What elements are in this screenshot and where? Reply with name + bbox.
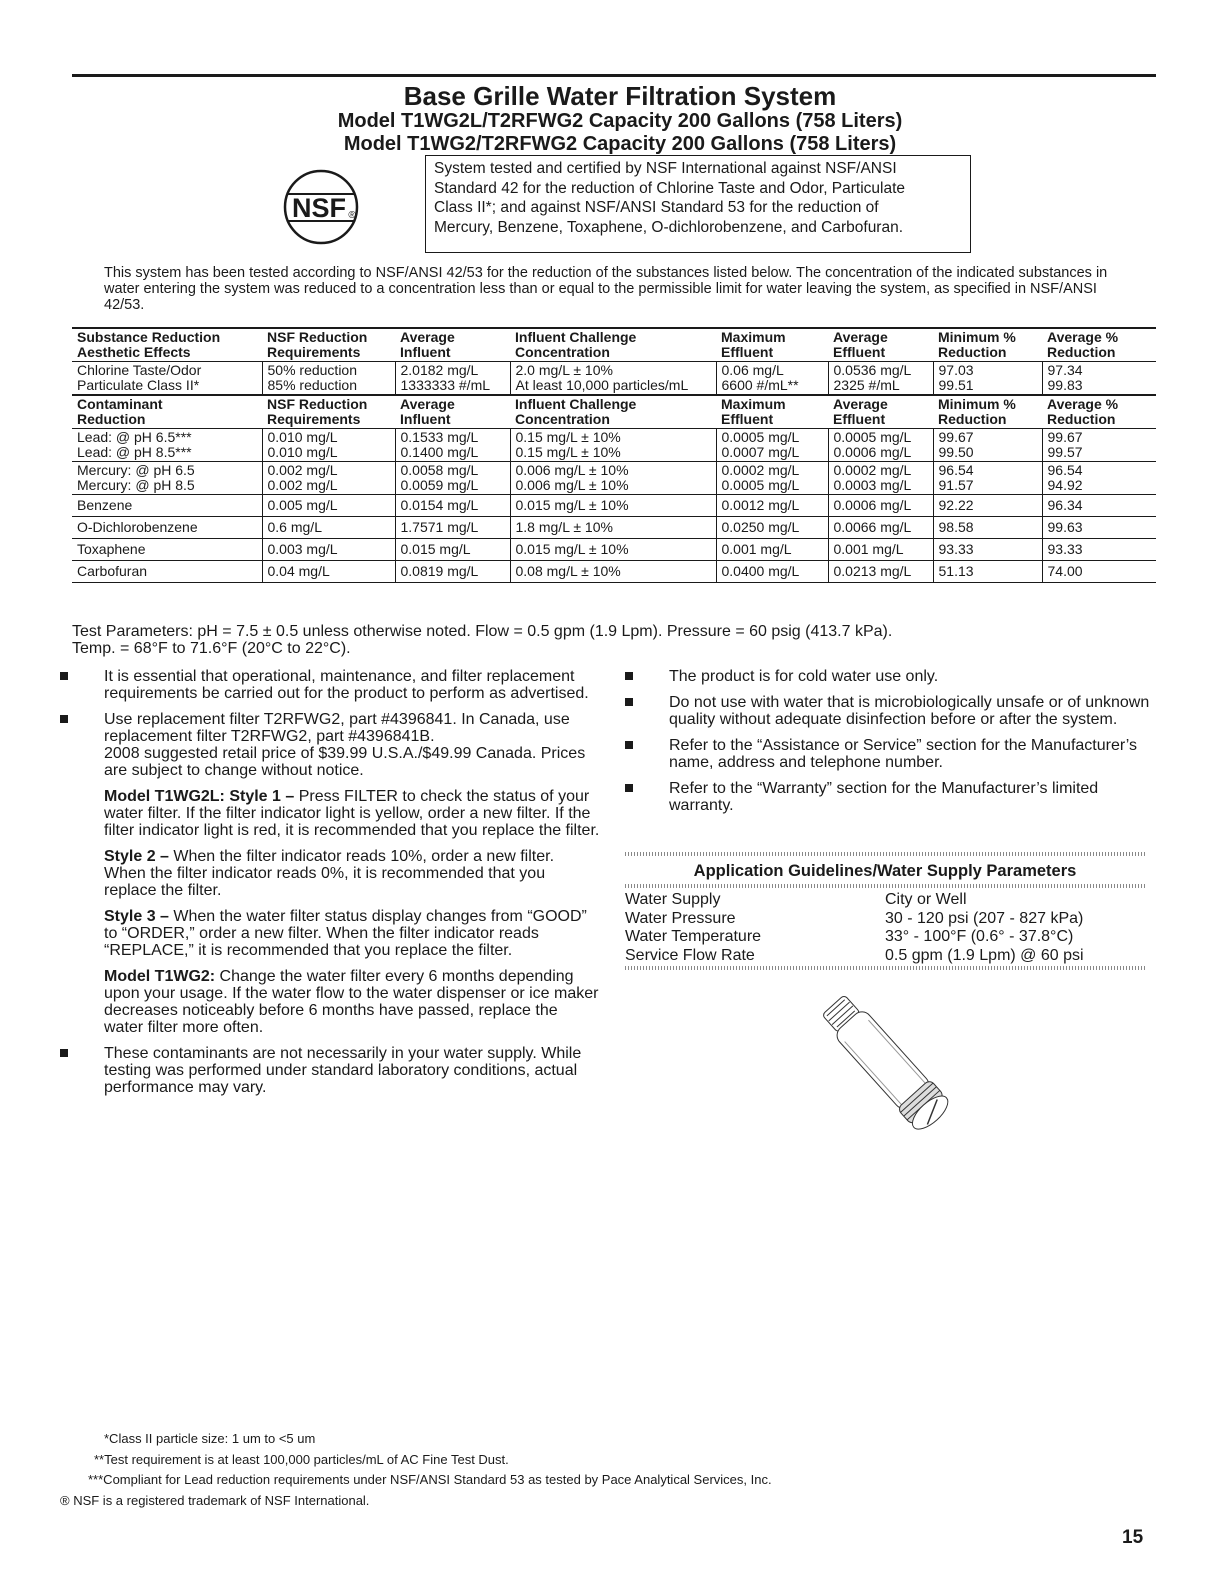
table-cell: 92.22 xyxy=(933,495,1042,517)
table-header-cell: Average Influent xyxy=(395,328,510,362)
guidelines-divider xyxy=(625,966,1145,970)
nsf-logo-text: NSF xyxy=(292,193,346,223)
top-rule xyxy=(72,74,1156,77)
table-row xyxy=(72,561,1156,583)
table-cell: 0.0250 mg/L xyxy=(716,517,828,539)
model-t1wg2-label: Model T1WG2: xyxy=(104,968,216,985)
bullet-item xyxy=(625,780,1157,814)
table-cell: 93.33 xyxy=(1042,539,1156,561)
style-1-paragraph xyxy=(104,788,600,839)
table-cell: 0.006 mg/L ± 10% 0.006 mg/L ± 10% xyxy=(510,462,716,495)
table-cell: 0.0005 mg/L 0.0006 mg/L xyxy=(828,429,933,462)
bullet-square-icon xyxy=(625,698,633,706)
bullet-item xyxy=(60,668,600,702)
table-cell: 1.8 mg/L ± 10% xyxy=(510,517,716,539)
table-header-cell: Average % Reduction xyxy=(1042,328,1156,362)
bullet-text: Refer to the “Assistance or Service” section for the Manufacturer’s name, address and telephone number. xyxy=(669,737,1138,771)
table-cell: 0.0400 mg/L xyxy=(716,561,828,583)
table-cell: 0.010 mg/L 0.010 mg/L xyxy=(262,429,395,462)
table-cell: 50% reduction 85% reduction xyxy=(262,362,395,396)
table-cell: 97.03 99.51 xyxy=(933,362,1042,396)
guideline-value: 33° - 100°F (0.6° - 37.8°C) xyxy=(885,928,1074,945)
bullet-text: These contaminants are not necessarily in your water supply. While testing was performed under standard laboratory conditions, actual performance may vary. xyxy=(104,1045,582,1096)
style-1-text: Press FILTER to check the status of your water filter. If the filter indicator light is yellow, order a new filter. If the filter indicator light is red, it is recommended that you replace the filter. xyxy=(104,788,600,839)
table-cell: 0.015 mg/L xyxy=(395,539,510,561)
table-header-cell: Average Effluent xyxy=(828,395,933,429)
certification-line: Mercury, Benzene, Toxaphene, O-dichlorobenzene, and Carbofuran. xyxy=(434,218,904,236)
table-header-cell: Influent Challenge Concentration xyxy=(510,328,716,362)
table-row xyxy=(72,362,1156,396)
table-cell: 0.001 mg/L xyxy=(828,539,933,561)
table-cell: 0.6 mg/L xyxy=(262,517,395,539)
table-cell: 74.00 xyxy=(1042,561,1156,583)
table-cell: 0.0058 mg/L 0.0059 mg/L xyxy=(395,462,510,495)
certification-line: System tested and certified by NSF International against NSF/ANSI xyxy=(434,160,897,177)
bullet-square-icon xyxy=(60,672,68,680)
table-header-cell: Minimum % Reduction xyxy=(933,395,1042,429)
table-cell: 0.0536 mg/L 2325 #/mL xyxy=(828,362,933,396)
table-cell: 0.06 mg/L 6600 #/mL** xyxy=(716,362,828,396)
bullet-square-icon xyxy=(60,715,68,723)
table-cell: 51.13 xyxy=(933,561,1042,583)
certification-line: Standard 42 for the reduction of Chlorine Taste and Odor, Particulate xyxy=(434,179,906,197)
right-column xyxy=(625,668,1157,823)
bullet-text: Refer to the “Warranty” section for the Manufacturer’s limited warranty. xyxy=(669,780,1099,814)
table-cell: 96.34 xyxy=(1042,495,1156,517)
table-cell: 99.63 xyxy=(1042,517,1156,539)
table-cell: 0.003 mg/L xyxy=(262,539,395,561)
style-2-paragraph xyxy=(104,848,600,899)
nsf-logo-icon xyxy=(276,168,370,246)
guideline-label: Water Pressure xyxy=(625,909,736,927)
page-number: 15 xyxy=(1122,1527,1144,1548)
table-cell: 1.7571 mg/L xyxy=(395,517,510,539)
table-cell: 0.002 mg/L 0.002 mg/L xyxy=(262,462,395,495)
table-cell: 0.001 mg/L xyxy=(716,539,828,561)
table-cell: 0.0002 mg/L 0.0003 mg/L xyxy=(828,462,933,495)
table-header-cell: NSF Reduction Requirements xyxy=(262,395,395,429)
guidelines-row xyxy=(625,928,1145,947)
table-cell: 99.67 99.50 xyxy=(933,429,1042,462)
table-cell: 0.0006 mg/L xyxy=(828,495,933,517)
bullet-item xyxy=(625,737,1157,771)
table-header-cell: Substance Reduction Aesthetic Effects xyxy=(72,328,262,362)
footnote-lead-compliance: ***Compliant for Lead reduction requirements under NSF/ANSI Standard 53 as tested by Pace Analytical Services, Inc. xyxy=(88,1472,772,1487)
test-parameters-temp: Temp. = 68°F to 71.6°F (20°C to 22°C). xyxy=(72,640,351,657)
test-parameters-line: Test Parameters: pH = 7.5 ± 0.5 unless otherwise noted. Flow = 0.5 gpm (1.9 Lpm). Pressure = 60 psig (413.7 kPa). xyxy=(72,623,893,640)
table-header-cell: Average Effluent xyxy=(828,328,933,362)
guidelines-row xyxy=(625,910,1145,929)
table-cell: 99.67 99.57 xyxy=(1042,429,1156,462)
table-header-cell: Average % Reduction xyxy=(1042,395,1156,429)
intro-paragraph: This system has been tested according to NSF/ANSI 42/53 for the reduction of the substances listed below. The concentration of the indicated substances in water entering the system was reduced to a concentration less than or equal to the permissible limit for water leaving the system, as specified in NSF/ANSI 42/53. xyxy=(104,265,1108,313)
table-row xyxy=(72,462,1156,495)
bullet-square-icon xyxy=(625,672,633,680)
table-cell: 0.0154 mg/L xyxy=(395,495,510,517)
certification-box xyxy=(425,155,971,253)
water-filter-illustration xyxy=(785,978,995,1158)
guidelines-table xyxy=(625,891,1145,965)
model-subtitle-t1wg2: Model T1WG2/T2RFWG2 Capacity 200 Gallons (758 Liters) xyxy=(343,133,897,155)
table-header-cell: Average Influent xyxy=(395,395,510,429)
table-cell: 0.005 mg/L xyxy=(262,495,395,517)
table-cell: Lead: @ pH 6.5*** Lead: @ pH 8.5*** xyxy=(72,429,262,462)
bullet-square-icon xyxy=(625,741,633,749)
table-cell: 98.58 xyxy=(933,517,1042,539)
table-cell: 0.0819 mg/L xyxy=(395,561,510,583)
bullet-item xyxy=(60,1045,600,1096)
model-t1wg2-text: Change the water filter every 6 months depending upon your usage. If the water flow to the water dispenser or ice maker decreases noticeably before 6 months have passed, replace the water filter more often. xyxy=(104,968,599,1036)
guideline-label: Service Flow Rate xyxy=(625,946,755,964)
registered-mark: ® xyxy=(348,210,356,221)
table-row xyxy=(72,539,1156,561)
left-column xyxy=(60,668,600,1105)
table-cell: 0.0002 mg/L 0.0005 mg/L xyxy=(716,462,828,495)
guideline-value: 0.5 gpm (1.9 Lpm) @ 60 psi xyxy=(885,946,1084,964)
guidelines-row xyxy=(625,947,1145,966)
table-cell: O-Dichlorobenzene xyxy=(72,517,262,539)
guideline-label: Water Temperature xyxy=(625,928,762,945)
table-cell: Chlorine Taste/Odor Particulate Class II* xyxy=(72,362,262,396)
style-3-paragraph xyxy=(104,908,600,959)
style-2-label: Style 2 – xyxy=(104,848,169,865)
table-cell: 0.0213 mg/L xyxy=(828,561,933,583)
style-3-text: When the water filter status display changes from “GOOD” to “ORDER,” order a new filter. When the filter indicator reads “REPLACE,” it is recommended that you replace the filter. xyxy=(104,908,587,959)
table-cell: 0.15 mg/L ± 10% 0.15 mg/L ± 10% xyxy=(510,429,716,462)
table-cell: 96.54 94.92 xyxy=(1042,462,1156,495)
page-title: Base Grille Water Filtration System xyxy=(403,81,837,111)
table-cell: Benzene xyxy=(72,495,262,517)
footnote-class-ii: *Class II particle size: 1 um to <5 um xyxy=(104,1431,316,1446)
table-header-cell: Maximum Effluent xyxy=(716,395,828,429)
table-cell: 0.0066 mg/L xyxy=(828,517,933,539)
guidelines-title: Application Guidelines/Water Supply Parameters xyxy=(693,862,1077,880)
style-1-label: Model T1WG2L: Style 1 – xyxy=(104,788,295,805)
table-cell: 0.04 mg/L xyxy=(262,561,395,583)
style-3-label: Style 3 – xyxy=(104,908,169,925)
table-row xyxy=(72,495,1156,517)
guidelines-row xyxy=(625,891,1145,910)
table-cell: 93.33 xyxy=(933,539,1042,561)
table-cell: Toxaphene xyxy=(72,539,262,561)
table-cell: 0.0012 mg/L xyxy=(716,495,828,517)
style-2-text: When the filter indicator reads 10%, order a new filter. When the filter indicator reads 0%, it is recommended that you replace the filter. xyxy=(104,848,555,899)
guidelines-divider xyxy=(625,852,1145,856)
table-cell: 2.0182 mg/L 1333333 #/mL xyxy=(395,362,510,396)
bullet-text: The product is for cold water use only. xyxy=(669,668,939,685)
guidelines-divider xyxy=(625,884,1145,888)
table-header-cell: Maximum Effluent xyxy=(716,328,828,362)
price-text: 2008 suggested retail price of $39.99 U.S.A./$49.99 Canada. Prices are subject to change without notice. xyxy=(104,745,586,779)
table-cell: Mercury: @ pH 6.5 Mercury: @ pH 8.5 xyxy=(72,462,262,495)
model-t1wg2-paragraph xyxy=(104,968,600,1036)
table-cell: 2.0 mg/L ± 10% At least 10,000 particles/mL xyxy=(510,362,716,396)
table-header-cell: Minimum % Reduction xyxy=(933,328,1042,362)
table-cell: 0.1533 mg/L 0.1400 mg/L xyxy=(395,429,510,462)
model-subtitle-t1wg2l: Model T1WG2L/T2RFWG2 Capacity 200 Gallons (758 Liters) xyxy=(337,110,903,132)
table-header-cell: Contaminant Reduction xyxy=(72,395,262,429)
table-header-cell: Influent Challenge Concentration xyxy=(510,395,716,429)
performance-data-table xyxy=(72,327,1156,583)
bullet-item xyxy=(625,694,1157,728)
table-cell: Carbofuran xyxy=(72,561,262,583)
table-cell: 0.0005 mg/L 0.0007 mg/L xyxy=(716,429,828,462)
footnote-test-requirement: **Test requirement is at least 100,000 particles/mL of AC Fine Test Dust. xyxy=(94,1451,509,1467)
certification-line: Class II*; and against NSF/ANSI Standard 53 for the reduction of xyxy=(434,199,879,216)
guideline-label: Water Supply xyxy=(625,891,721,908)
test-parameters xyxy=(72,623,1156,657)
table-header-row xyxy=(72,328,1156,362)
bullet-square-icon xyxy=(625,784,633,792)
table-cell: 0.015 mg/L ± 10% xyxy=(510,495,716,517)
guideline-value: 30 - 120 psi (207 - 827 kPa) xyxy=(885,909,1084,927)
table-cell: 0.015 mg/L ± 10% xyxy=(510,539,716,561)
table-header-row xyxy=(72,395,1156,429)
table-row xyxy=(72,517,1156,539)
replacement-filter-text: Use replacement filter T2RFWG2, part #4396841. In Canada, use replacement filter T2RFWG2, part #4396841B. xyxy=(104,711,570,745)
table-row xyxy=(72,429,1156,462)
bullet-square-icon xyxy=(60,1049,68,1057)
guideline-value: City or Well xyxy=(885,891,967,908)
bullet-item xyxy=(60,711,600,1036)
table-cell: 96.54 91.57 xyxy=(933,462,1042,495)
bullet-text: Do not use with water that is microbiologically unsafe or of unknown quality without adequate disinfection before or after the system. xyxy=(669,694,1150,728)
table-cell: 0.08 mg/L ± 10% xyxy=(510,561,716,583)
table-header-cell: NSF Reduction Requirements xyxy=(262,328,395,362)
footnote-trademark: ® NSF is a registered trademark of NSF International. xyxy=(60,1492,370,1508)
footnotes xyxy=(60,1429,1060,1511)
bullet-text: It is essential that operational, maintenance, and filter replacement requirements be carried out for the product to perform as advertised. xyxy=(104,668,589,702)
bullet-item xyxy=(625,668,1157,685)
table-cell: 97.34 99.83 xyxy=(1042,362,1156,396)
